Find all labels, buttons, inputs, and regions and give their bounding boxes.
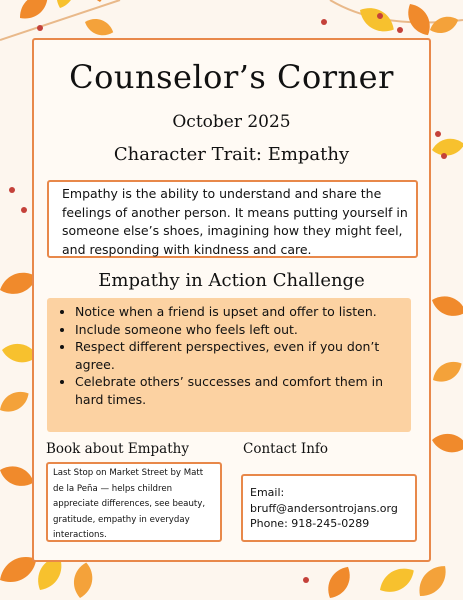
challenge-item: • Include someone who feels left out. [75,321,405,339]
email-label: Email: [250,486,285,499]
email-address[interactable]: bruff@andersontrojans.org [250,501,398,515]
leaf-cluster-top-right [321,0,463,40]
leaf-cluster-top-left [0,0,120,40]
book-box [46,462,222,542]
book-heading: Book about Empathy [46,441,189,457]
challenge-item: • Celebrate others’ successes and comfort them in hard times. [75,373,405,408]
challenge-box [47,298,411,432]
challenge-item: • Respect different perspectives, even if you don’t agree. [75,338,405,373]
phone-line: Phone: 918-245-0289 [250,517,370,530]
leaf-cluster-bottom-right [303,560,453,600]
leaf-cluster-right [429,131,463,455]
issue-date: October 2025 [172,112,291,132]
contact-heading: Contact Info [243,441,329,457]
contact-box [241,474,417,542]
definition-box [47,180,418,258]
definition-text: Empathy is the ability to understand and share the feelings of another person. It means putting yourself in someone else’s shoes, imagining how they might feel, and responding with kindness and care. [62,186,408,257]
trait-heading: Character Trait: Empathy [113,144,350,165]
challenge-item: • Notice when a friend is upset and offer to listen. [75,303,405,321]
challenge-list [47,303,405,408]
challenge-heading: Empathy in Action Challenge [98,270,365,291]
book-text: Last Stop on Market Street by Matt de la Peña — helps children appreciate differences, see beauty, gratitude, empathy in everyday interactions. [53,468,206,540]
page-title: Counselor’s Corner [69,58,394,96]
